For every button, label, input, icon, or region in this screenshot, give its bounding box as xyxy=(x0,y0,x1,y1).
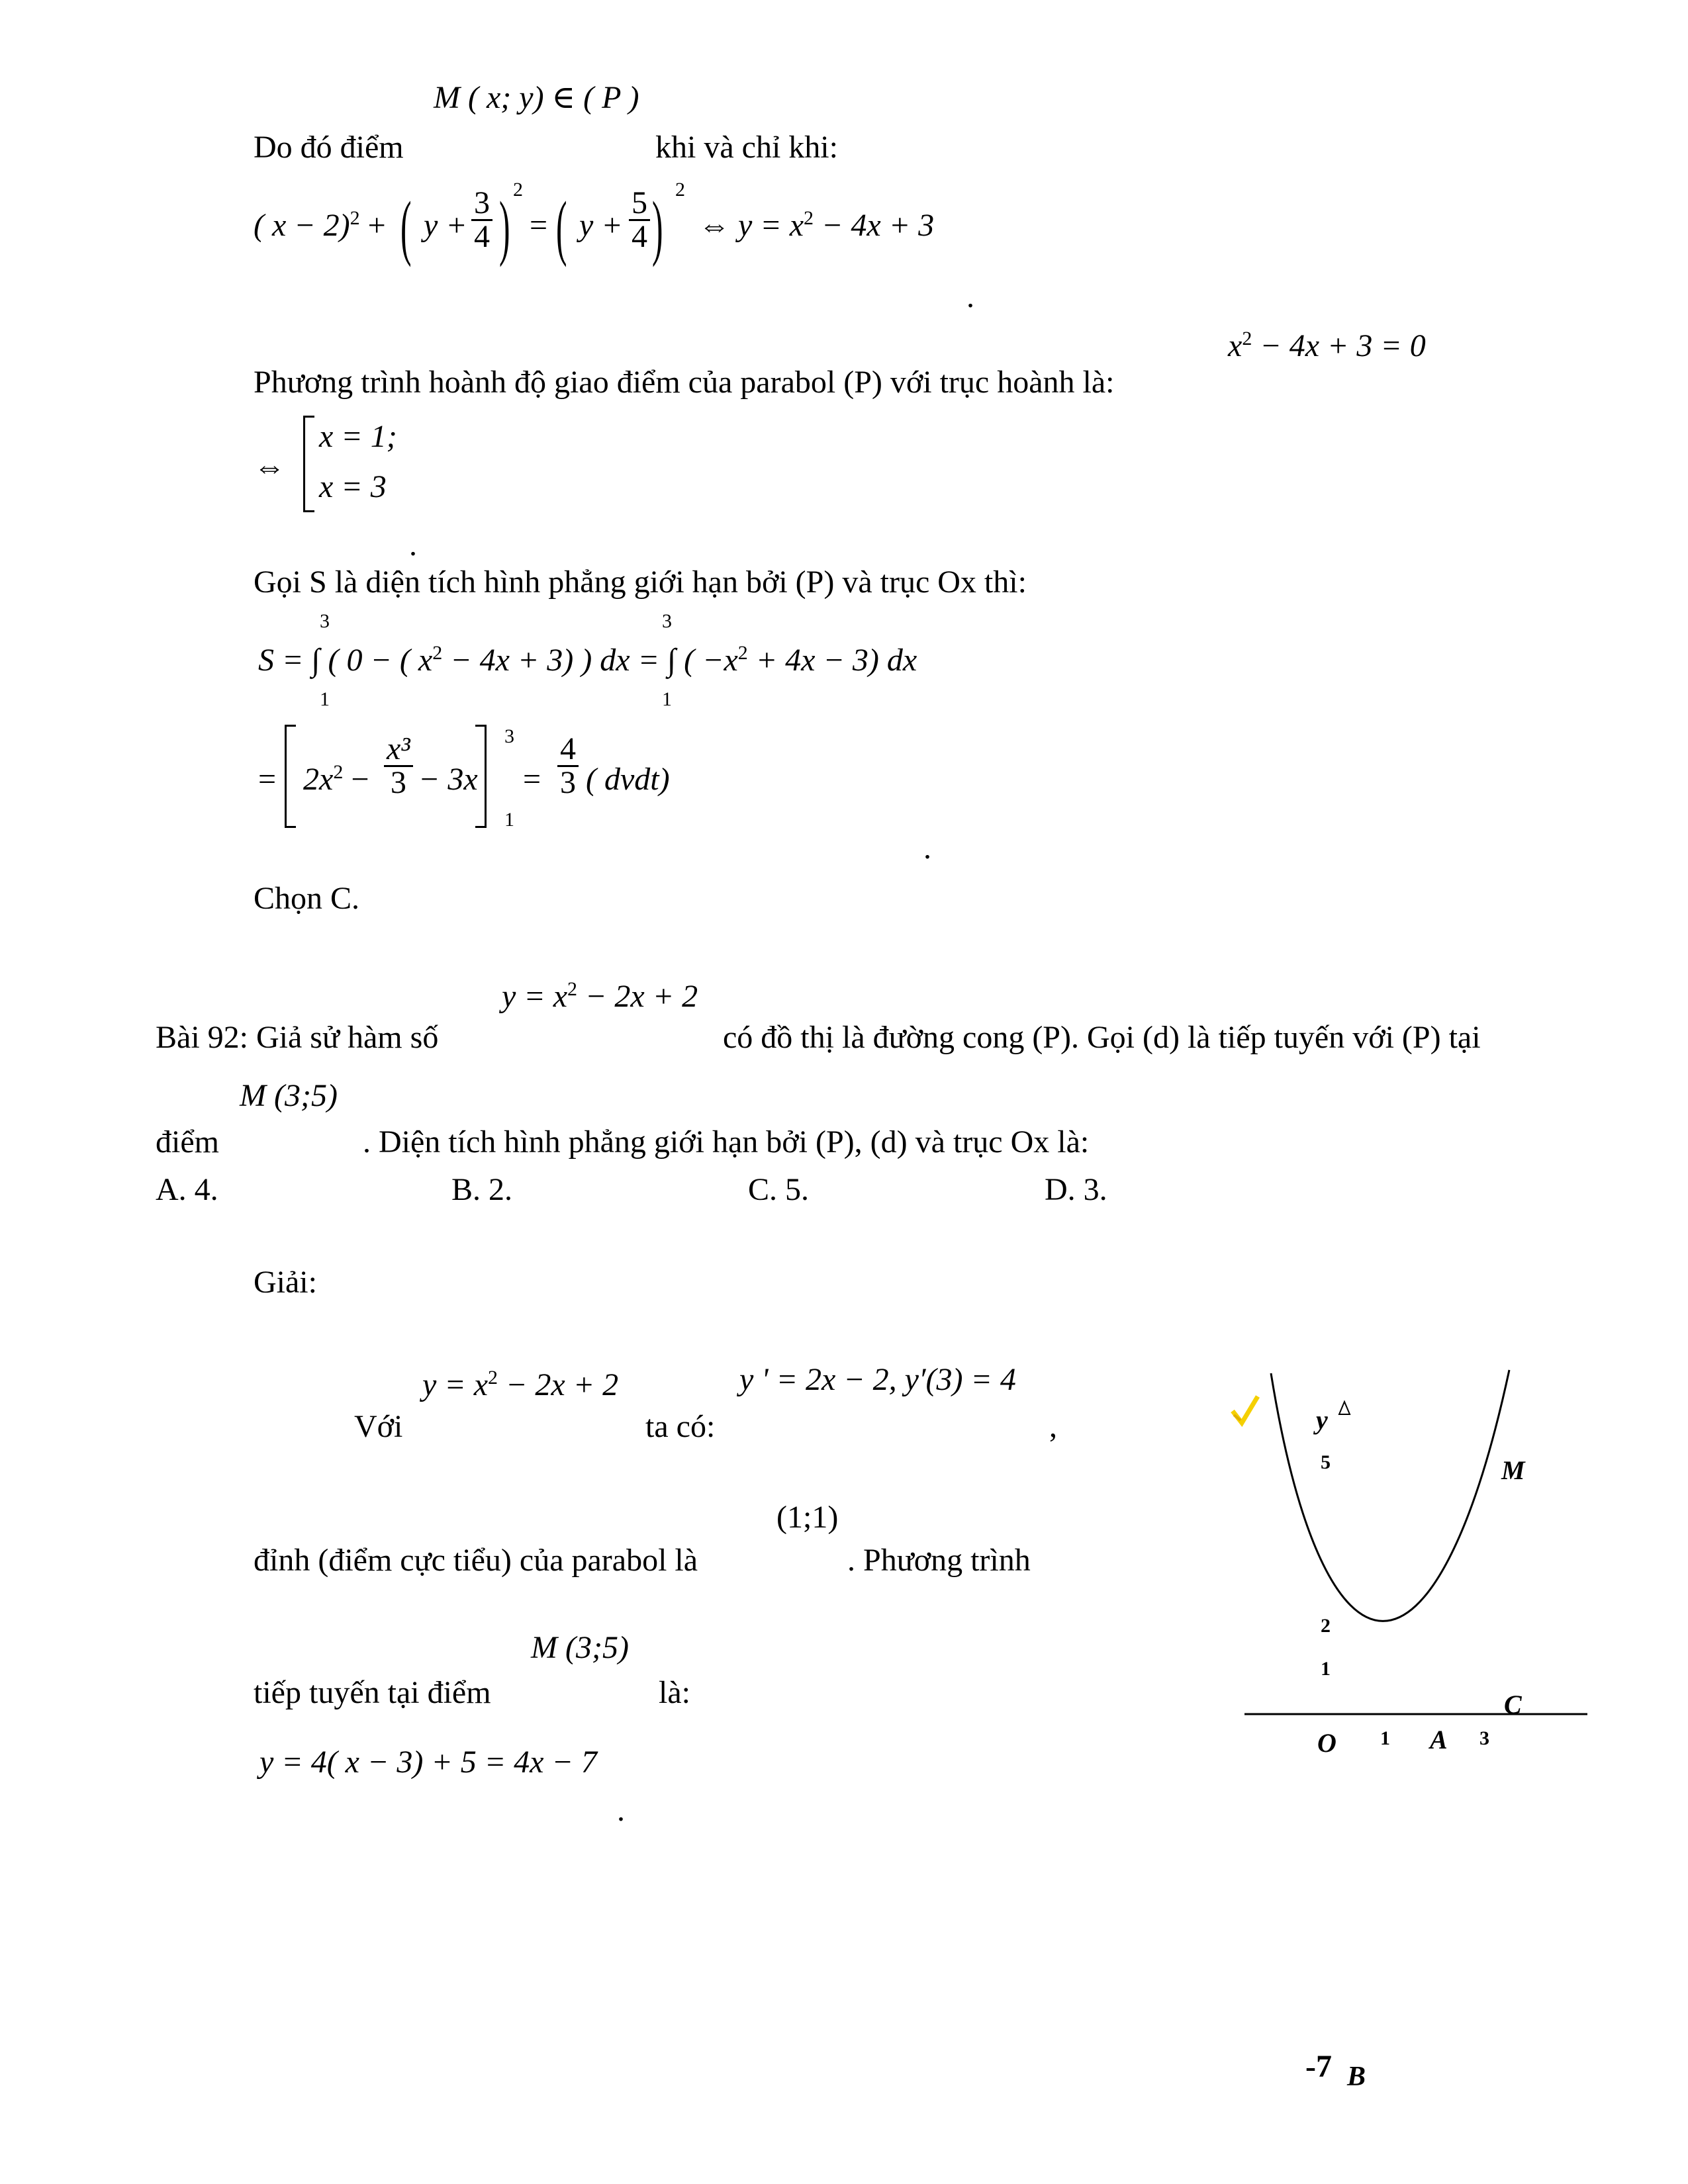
root-2: x = 3 xyxy=(319,469,387,504)
quad-equation: $x^2 - 4x + 3 = 0$ xyxy=(1228,328,1426,363)
phuong-trinh-text: Phương trình hoành độ giao điểm của parabol (P) với trục hoành là: xyxy=(254,365,1115,400)
paren-close-2: ) xyxy=(652,187,663,267)
phuong-trinh-text-2: . Phương trình xyxy=(847,1543,1031,1578)
do-do-text: Do đó điểm xyxy=(254,130,404,165)
parabola-curve xyxy=(1271,1370,1509,1621)
sup-2-b: 2 xyxy=(675,179,685,201)
m-in-p-formula: M ( x; y) ∈ ( P ) xyxy=(434,80,639,115)
paren-open-2: ( xyxy=(556,187,567,267)
dinh-text: đỉnh (điểm cực tiểu) của parabol là xyxy=(254,1543,698,1578)
period-dot-3: . xyxy=(923,831,931,866)
paren-close-1: ) xyxy=(499,187,510,267)
y-arrow-icon xyxy=(1339,1402,1350,1414)
solution-function: $y = x^2 - 2x + 2$ xyxy=(422,1367,619,1402)
int1-upper: 3 xyxy=(320,610,330,632)
bracket-anti-left xyxy=(285,725,296,828)
problem-line2-b: . Diện tích hình phẳng giới hạn bởi (P), (d) và trục Ox là: xyxy=(363,1124,1090,1160)
int2-lower: 1 xyxy=(662,688,672,710)
goi-s-text: Gọi S là diện tích hình phẳng giới hạn bởi (P) và trục Ox thì: xyxy=(254,565,1027,600)
eq-frac1: $\frac{3}{4}$ xyxy=(471,187,492,253)
fig-tick-1: 1 xyxy=(1380,1727,1390,1749)
tiep-tuyen-text: tiếp tuyến tại điểm xyxy=(254,1675,491,1710)
comma-text: , xyxy=(1049,1409,1057,1444)
problem-line1-a: Bài 92: Giả sử hàm số xyxy=(156,1020,439,1055)
result-frac: $\frac{4}{3}$ xyxy=(557,733,579,799)
iff-symbol: ⇔ xyxy=(254,449,285,484)
root-1: x = 1; xyxy=(319,419,397,454)
eq-frac2: $\frac{5}{4}$ xyxy=(629,187,650,253)
int1-lower: 1 xyxy=(320,688,330,710)
anti-term3: − 3x xyxy=(418,762,478,797)
option-c: C. 5. xyxy=(748,1172,810,1207)
parabol-figure xyxy=(1225,1350,1595,1774)
ta-co-text: ta có: xyxy=(645,1409,716,1444)
anti-term1: $2x^2$ − xyxy=(303,761,369,797)
page-number: -7 xyxy=(1305,2049,1332,2084)
problem-line1-b: có đồ thị là đường cong (P). Gọi (d) là tiếp tuyến với (P) tại xyxy=(723,1020,1481,1055)
tangent-equation: y = 4( x − 3) + 5 = 4x − 7 xyxy=(259,1745,597,1780)
option-b: B. 2. xyxy=(451,1172,513,1207)
eq-result: ⇔ $y = x^2 - 4x + 3$ xyxy=(698,207,935,243)
chon-c-text: Chọn C. xyxy=(254,881,360,916)
vertex-point: (1;1) xyxy=(776,1500,839,1535)
fig-label-C: C xyxy=(1504,1690,1522,1719)
anti-eq-sign: = xyxy=(258,762,277,797)
fig-label-O: O xyxy=(1317,1728,1336,1758)
fig-label-5: 5 xyxy=(1321,1451,1331,1473)
fig-label-1: 1 xyxy=(1321,1658,1331,1680)
fig-y-label: y xyxy=(1316,1405,1328,1435)
eq-left: ( x − 2)$^2$ + xyxy=(254,207,386,243)
solution-derivative: y ' = 2x − 2, y′(3) = 4 xyxy=(739,1362,1016,1397)
fig-label-A: A xyxy=(1430,1725,1448,1754)
voi-text: Với xyxy=(354,1409,403,1444)
period-dot-4: . xyxy=(617,1793,625,1828)
result-unit: ( dvdt) xyxy=(586,762,670,797)
anti-upper: 3 xyxy=(504,725,514,747)
eq-equals: = xyxy=(530,208,548,243)
la-text: là: xyxy=(659,1675,690,1710)
checkmark-icon xyxy=(1233,1396,1258,1423)
option-d: D. 3. xyxy=(1045,1172,1107,1207)
problem-line2-a: điểm xyxy=(156,1124,219,1160)
period-dot-2: . xyxy=(409,527,417,563)
period-dot: . xyxy=(966,279,974,314)
problem-function: $y = x^2 - 2x + 2$ xyxy=(502,978,698,1014)
fig-label-M: M xyxy=(1501,1455,1525,1485)
anti-frac: $\frac{\text{x³}}{3}$ xyxy=(384,733,413,799)
anti-lower: 1 xyxy=(504,809,514,831)
eq-y2: y + xyxy=(579,208,623,243)
anti-equals: = xyxy=(523,762,541,797)
khi-va-chi-khi-text: khi và chỉ khi: xyxy=(655,130,838,165)
fig-label-2: 2 xyxy=(1321,1615,1331,1637)
option-a: A. 4. xyxy=(156,1172,218,1207)
giai-heading: Giải: xyxy=(254,1265,317,1300)
bracket-roots xyxy=(303,416,314,512)
eq-y1: y + xyxy=(424,208,467,243)
sup-2-a: 2 xyxy=(513,179,523,201)
fig-tick-3: 3 xyxy=(1479,1727,1489,1749)
problem-point: M (3;5) xyxy=(240,1078,338,1113)
tangent-point: M (3;5) xyxy=(531,1630,629,1665)
paren-open-1: ( xyxy=(400,187,412,267)
footer-letter: B xyxy=(1347,2062,1366,2092)
integral-line: S = ∫ ( 0 − ( $x^2 - 4x + 3$) ) dx = ∫ ( $-x^2 + 4x - 3$) dx xyxy=(258,642,917,678)
int2-upper: 3 xyxy=(662,610,672,632)
